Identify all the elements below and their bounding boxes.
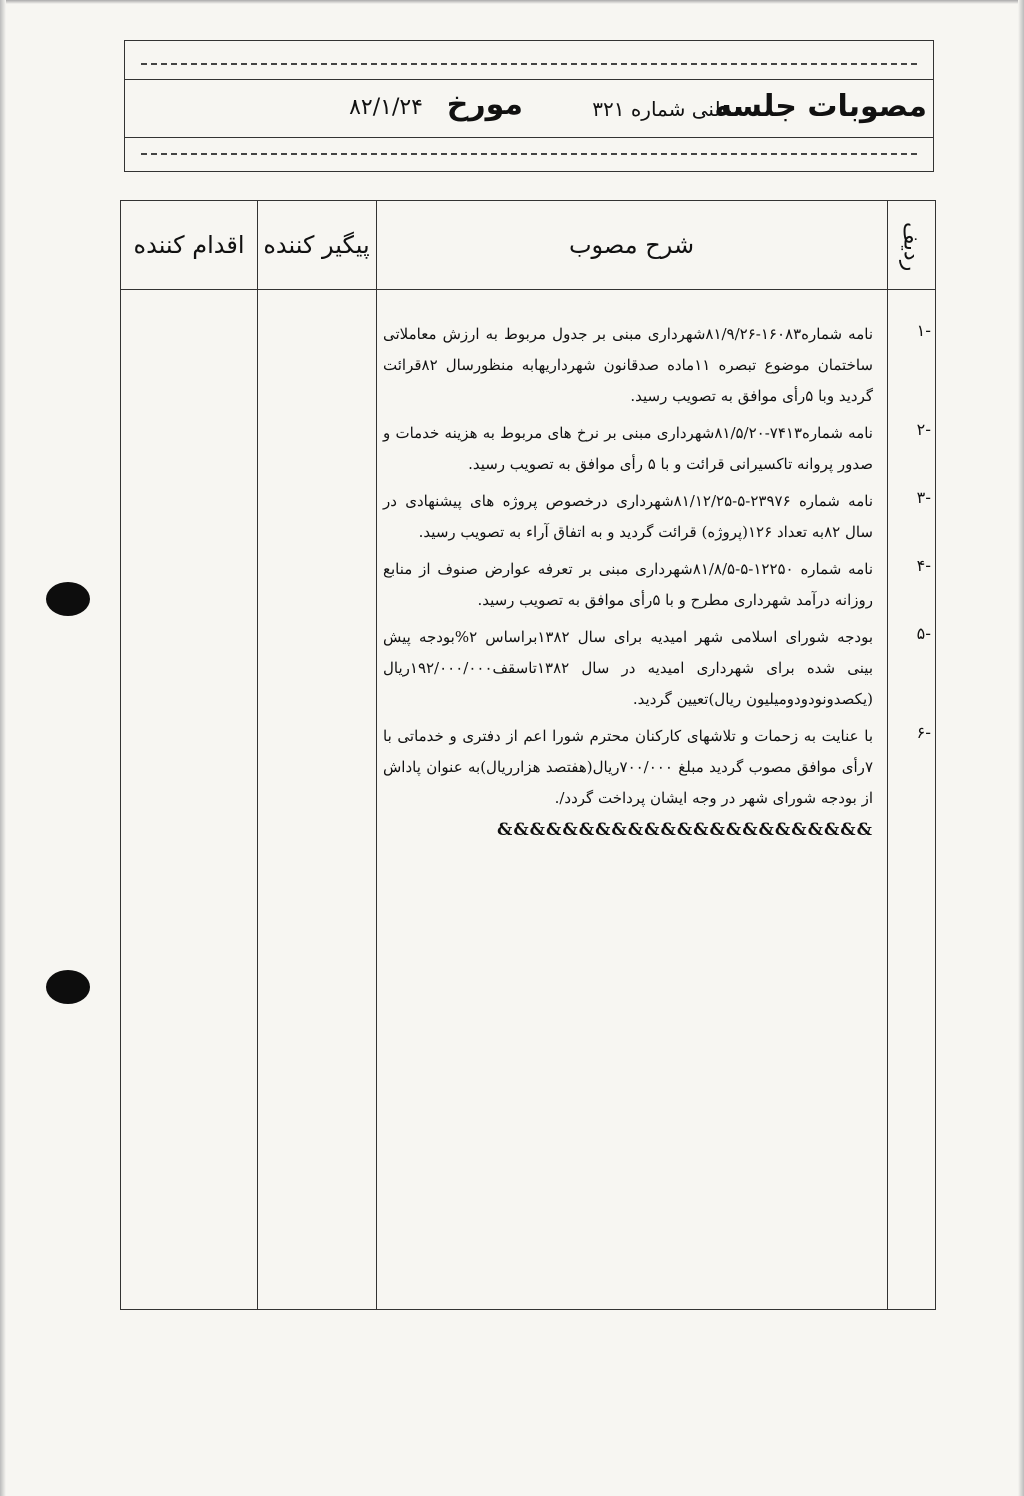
header-date-label: مورخ (446, 87, 523, 122)
resolution-text: نامه شماره ۲۳۹۷۶-۵-۸۱/۱۲/۲۵شهرداری درخصوص پروژه های پیشنهادی در سال ۸۲به تعداد ۱۲۶(پروژه) قرائت گردید و به اتفاق آراء به تصویب رسید. (383, 492, 873, 541)
column-header-description: شرح مصوب (568, 231, 695, 259)
resolution-item (377, 486, 935, 548)
paper-edge-left (0, 0, 6, 1496)
resolution-number: ۵- (916, 624, 931, 643)
closing-ampersand-line: &&&&&&&&&&&&&&&&&&&&&&& (496, 820, 873, 840)
resolution-item (377, 622, 935, 715)
paper-edge-top (0, 0, 1024, 4)
resolution-item (377, 319, 935, 412)
header-title-line (125, 81, 933, 137)
resolution-number: ۲- (916, 420, 931, 439)
header-title: مصوبات جلسه (714, 89, 927, 124)
resolutions-list (377, 319, 935, 840)
resolution-number: ۴- (916, 556, 931, 575)
header-dashed-line-top (141, 63, 917, 65)
paper-edge-right (1018, 0, 1024, 1496)
resolution-number: ۱- (916, 321, 931, 340)
resolution-item (377, 418, 935, 480)
column-header-row-number: ردیف (898, 222, 924, 272)
resolution-text: با عنایت به زحمات و تلاشهای کارکنان محترم شورا اعم از دفتری و خدماتی با ۷رأی موافق مصوب گردید مبلغ ۷۰۰/۰۰۰ریال(هفتصد هزارریال)به عنوان پاداش از بودجه شورای شهر در وجه ایشان پرداخت گردد/. (383, 727, 873, 807)
resolution-text: بودجه شورای اسلامی شهر امیدیه برای سال ۱۳۸۲براساس ۲%بودجه پیش بینی شده برای شهرداری امیدیه در سال ۱۳۸۲تاسقف۱۹۲/۰۰۰/۰۰۰ریال (یکصدونودودومیلیون ریال)تعیین گردید. (383, 628, 874, 708)
column-header-followup: پیگیر کننده (263, 231, 370, 259)
col-divider-action (257, 201, 258, 1309)
resolution-text: نامه شماره۱۶۰۸۳-۸۱/۹/۲۶شهرداری مبنی بر جدول مربوط به ارزش معاملاتی ساختمان موضوع تبصره ۱۱ماده صدقانون شهرداریهابه منظورسال ۸۲قرائت گردید وبا ۵رأی موافق به تصویب رسید. (383, 325, 873, 405)
header-row-divider (121, 289, 935, 290)
header-rule-top (125, 79, 933, 80)
resolution-item (377, 554, 935, 616)
resolution-text: نامه شماره ۱۲۲۵۰-۵-۸۱/۸/۵شهرداری مبنی بر تعرفه عوارض صنوف از منابع روزانه درآمد شهرداری مطرح و با ۵رأی موافق به تصویب رسید. (383, 560, 873, 609)
resolution-item (377, 721, 935, 814)
header-date: ۸۲/۱/۲۴ (349, 95, 423, 120)
header-session-number: علنی شماره ۳۲۱ (592, 97, 733, 121)
header-dashed-line-bottom (141, 153, 917, 155)
resolution-number: ۶- (916, 723, 931, 742)
punch-hole-upper (46, 582, 90, 616)
resolution-text: نامه شماره۷۴۱۳-۸۱/۵/۲۰شهرداری مبنی بر نرخ های مربوط به هزینه خدمات و صدور پروانه تاکسیرانی قرائت و با ۵ رأی موافق به تصویب رسید. (383, 424, 873, 473)
header-rule-bottom (125, 137, 933, 138)
punch-hole-lower (46, 970, 90, 1004)
document-header (124, 40, 934, 172)
column-header-action: اقدام کننده (133, 231, 245, 259)
resolutions-table (120, 200, 936, 1310)
resolution-number: ۳- (916, 488, 931, 507)
